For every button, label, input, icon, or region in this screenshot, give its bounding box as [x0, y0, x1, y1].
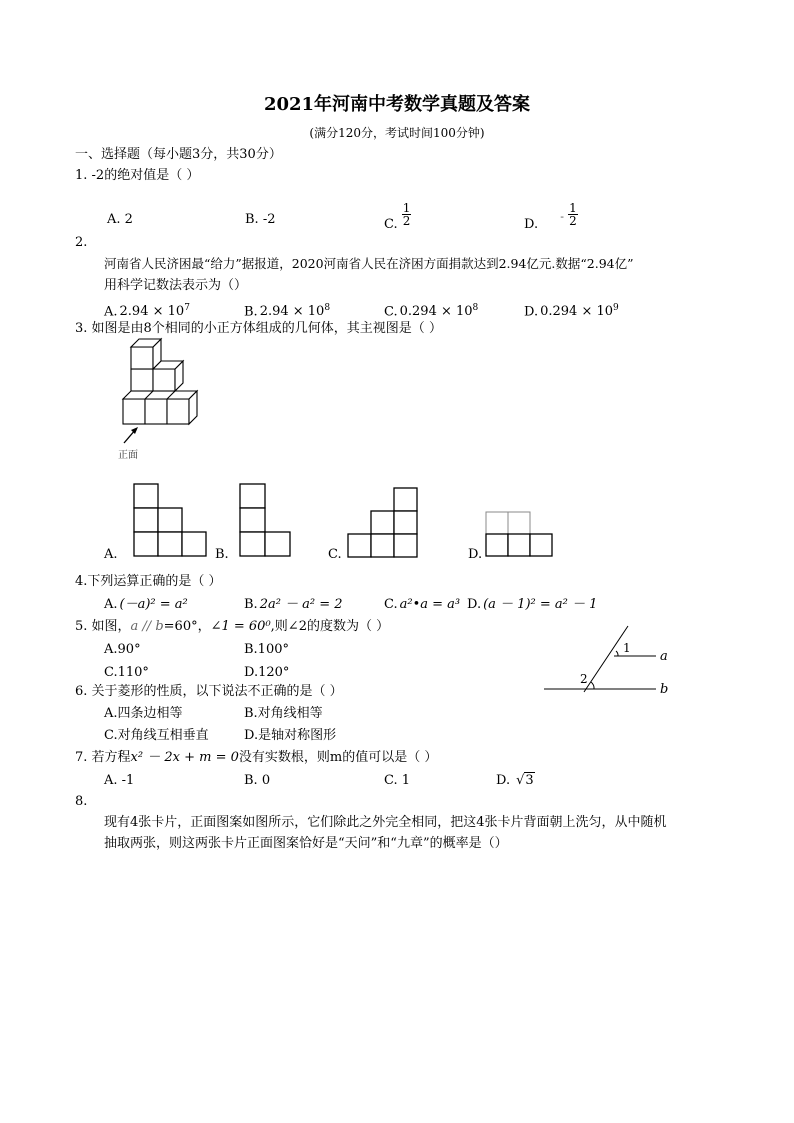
front-label: 正面 [118, 450, 138, 461]
q5-option-d: D.120° [244, 665, 290, 680]
q1-option-b: B. -2 [245, 212, 276, 227]
q4-option-c [384, 597, 460, 613]
q5-fig-label-1: 1 [623, 641, 631, 655]
q4-c-expression: a²•a = a³ [399, 597, 461, 612]
q7-option-c: C. 1 [384, 773, 411, 788]
q2-a-exponent: 7 [184, 303, 190, 313]
q2-d-value: 0.294 × 10 [540, 304, 614, 320]
q4-option-a [104, 597, 188, 613]
q7-d-radicand: 3 [525, 773, 534, 788]
q4-c-label: C. [384, 597, 398, 612]
q7-stem [75, 750, 437, 766]
q5-stem-pre: 5. 如图， [75, 619, 131, 634]
cube-face [153, 369, 175, 391]
cube-face [131, 347, 153, 369]
q6-option-a: A.四条边相等 [104, 706, 183, 721]
q2-d-label: D. [524, 304, 539, 320]
q5-figure [544, 622, 684, 702]
q3-option-c: C. [328, 547, 342, 562]
q5-stem-post: ,则∠2的度数为（ ） [270, 619, 390, 634]
q5-fig-label-2: 2 [580, 672, 588, 686]
q3-option-b-figure [240, 484, 300, 559]
cube-top [123, 391, 197, 399]
cube-face [145, 399, 167, 424]
q4-a-expression: (－a)² = a² [119, 597, 188, 612]
q1-d-numerator: 1 [569, 201, 577, 215]
q3-option-a: A. [104, 547, 118, 562]
q4-a-label: A. [104, 597, 118, 612]
q7-stem-pre: 7. 若方程 [75, 750, 131, 765]
q7-equation: x² － 2x + m = 0 [130, 750, 239, 765]
q5-stem [75, 619, 389, 635]
q2-number: 2. [75, 235, 88, 250]
q5-stem-mid: =60°， [163, 619, 211, 634]
q8-number: 8. [75, 794, 88, 809]
q7-option-a: A. -1 [104, 773, 135, 788]
q1-d-minus: - [560, 210, 564, 223]
q2-c-label: C. [384, 304, 398, 320]
q8-line1: 现有4张卡片，正面图案如图所示，它们除此之外完全相同，把这4张卡片背面朝上洗匀，从中随机 [104, 815, 667, 830]
q1-option-c-fraction [402, 202, 412, 227]
q3-option-c-figure [348, 486, 428, 561]
q2-a-value: 2.94 × 10 [119, 304, 185, 320]
q6-option-c: C.对角线互相垂直 [104, 728, 209, 743]
cube-face [167, 399, 189, 424]
q5-option-b: B.100° [244, 642, 289, 657]
q5-angle: ∠1 = 60⁰ [210, 619, 271, 634]
q5-fig-label-a: a [660, 649, 668, 664]
q8-line2: 抽取两张，则这两张卡片正面图案恰好是“天问”和“九章”的概率是（） [104, 836, 508, 851]
q2-c-value: 0.294 × 10 [399, 304, 473, 320]
q5-parallel: a // b [130, 619, 164, 634]
q2-option-b [244, 300, 330, 320]
q1-option-d-fraction [568, 202, 578, 227]
q3-option-d: D. [468, 547, 483, 562]
q4-d-label: D. [467, 597, 482, 612]
q1-option-a: A. 2 [107, 212, 133, 227]
q1-stem: 1. -2的绝对值是（ ） [75, 168, 200, 183]
cube-face [131, 369, 153, 391]
q4-b-label: B. [244, 597, 258, 612]
q2-a-label: A. [104, 304, 118, 320]
q2-option-d [524, 300, 619, 320]
q4-option-d [467, 597, 597, 613]
q1-option-c [384, 201, 411, 237]
q3-stem: 3. 如图是由8个相同的小正方体组成的几何体，其主视图是（ ） [75, 321, 442, 336]
q7-stem-post: 没有实数根，则m的值可以是（ ） [238, 750, 438, 765]
q2-b-exponent: 8 [324, 303, 331, 313]
q2-option-c [384, 300, 478, 320]
q2-line2: 用科学记数法表示为（） [104, 278, 248, 293]
q4-d-expression: (a － 1)² = a² － 1 [483, 597, 598, 612]
section-heading: 一、选择题（每小题3分，共30分） [75, 147, 282, 162]
q1-option-d-label: D. [524, 217, 539, 232]
q2-b-value: 2.94 × 10 [259, 304, 325, 320]
q2-c-exponent: 8 [472, 303, 479, 313]
q1-c-denominator: 2 [402, 214, 411, 228]
q7-d-label: D. [496, 773, 511, 788]
q5-fig-label-b: b [660, 682, 669, 697]
q5-option-a: A.90° [104, 642, 141, 657]
q4-option-b [244, 597, 343, 613]
q5-option-c: C.110° [104, 665, 149, 680]
cube-face [123, 399, 145, 424]
q1-d-denominator: 2 [569, 214, 577, 228]
q1-option-d [524, 201, 578, 237]
q3-option-b: B. [215, 547, 229, 562]
q2-b-label: B. [244, 304, 258, 320]
q4-b-expression: 2a² － a² = 2 [259, 597, 343, 612]
q6-option-b: B.对角线相等 [244, 706, 323, 721]
q2-d-exponent: 9 [613, 303, 619, 313]
q2-option-a [104, 300, 190, 320]
page-title: 2021年河南中考数学真题及答案 [263, 94, 531, 115]
q1-c-numerator: 1 [402, 201, 411, 215]
q2-line1: 河南省人民济困最“给力”据报道，2020河南省人民在济困方面捐款达到2.94亿元.数据“2.94亿” [104, 256, 634, 271]
q1-option-c-label: C. [384, 217, 398, 232]
q6-option-d: D.是轴对称图形 [244, 728, 337, 743]
q7-option-b: B. 0 [244, 773, 271, 788]
q6-stem: 6. 关于菱形的性质，以下说法不正确的是（ ） [75, 684, 343, 699]
sqrt-icon: √ [516, 773, 525, 788]
q3-option-d-figure [486, 510, 566, 570]
q3-option-a-figure [134, 484, 214, 559]
q7-option-d [496, 773, 535, 789]
page-subtitle: (满分120分，考试时间100分钟) [309, 126, 485, 140]
q4-stem: 4.下列运算正确的是（ ） [75, 574, 222, 589]
